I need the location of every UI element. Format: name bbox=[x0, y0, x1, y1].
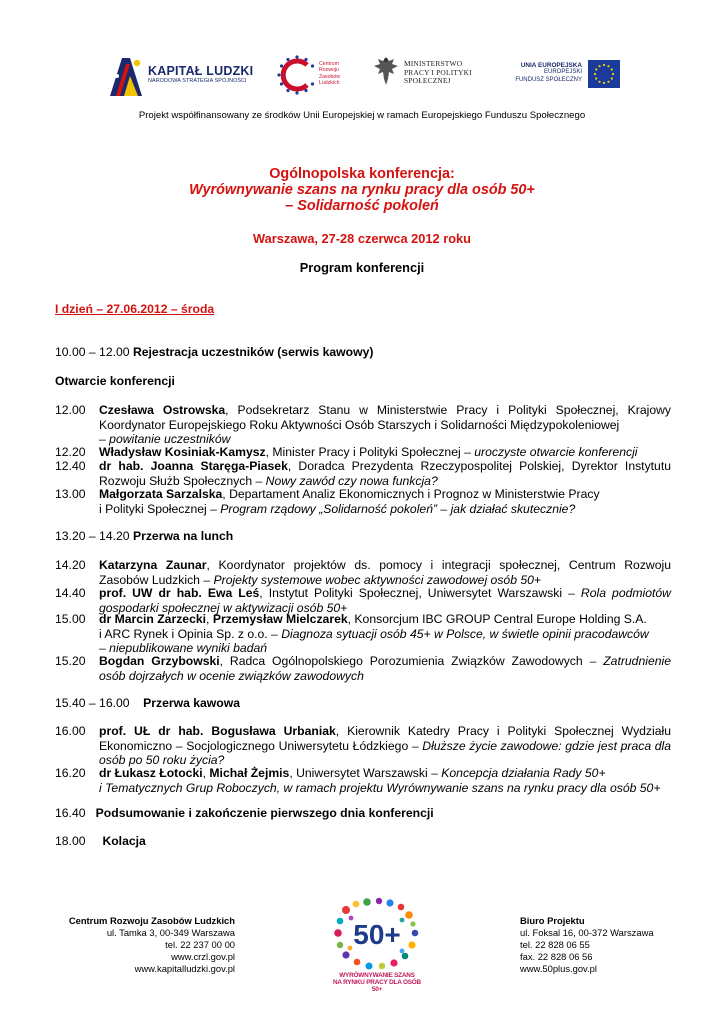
program-item bbox=[55, 459, 671, 488]
project-50plus-logo bbox=[332, 896, 422, 994]
fifty-plus-logo-icon bbox=[332, 896, 422, 972]
item-description: , Instytut Polityki Społecznej, Uniwersytet Warszawski bbox=[259, 586, 563, 600]
lunch-label: Przerwa na lunch bbox=[132, 529, 234, 543]
item-speaker: Bogdan Grzybowski bbox=[99, 654, 220, 668]
program-title: Program konferencji bbox=[299, 260, 425, 275]
summary-label: Podsumowanie i zakończenie pierwszego dnia konferencji bbox=[95, 806, 434, 820]
day-heading: I dzień – 27.06.2012 – środa bbox=[55, 302, 215, 316]
footer-left-address: ul. Tamka 3, 00-349 Warszawa bbox=[106, 927, 235, 938]
dinner-row bbox=[55, 834, 146, 849]
footer-project-office-contact bbox=[520, 915, 680, 975]
program-item bbox=[55, 558, 671, 587]
item-separator: , bbox=[202, 766, 210, 780]
item-speaker: prof. UW dr hab. Ewa Leś bbox=[99, 586, 260, 600]
conference-title-line2: Wyrównywanie szans na rynku pracy dla osób 50+ bbox=[189, 182, 535, 198]
item-topic: – Koncepcja działania Rady 50+ bbox=[427, 766, 606, 780]
crzl-line2: Rozwoju bbox=[319, 67, 339, 74]
item-topic: – powitanie uczestników bbox=[99, 432, 231, 447]
ministry-line2: PRACY I POLITYKI bbox=[404, 67, 472, 77]
program-item bbox=[55, 586, 671, 615]
registration-time: 10.00 – 12.00 bbox=[55, 345, 130, 359]
item-description: , Minister Pracy i Polityki Społecznej bbox=[265, 445, 461, 459]
item-description: , Podsekretarz Stanu w Ministerstwie Pracy i Polityki Społecznej, Krajowy Koordynator Europejskiego Roku Aktywności Osób Starszych i Solidarności Międzypokoleniowej bbox=[99, 403, 671, 432]
crzl-line1: Centrum bbox=[319, 61, 339, 67]
item-time: 12.20 bbox=[55, 445, 86, 459]
item-description: , Konsorcjum IBC GROUP Central Europe Holding S.A. bbox=[347, 612, 647, 626]
registration-row bbox=[55, 345, 373, 360]
item-topic: – uroczyste otwarcie konferencji bbox=[460, 445, 638, 459]
program-item bbox=[55, 612, 671, 656]
crzl-logo bbox=[276, 54, 356, 94]
footer-right-web[interactable]: www.50plus.gov.pl bbox=[520, 963, 597, 974]
coffee-label: Przerwa kawowa bbox=[143, 696, 240, 710]
kapital-ludzki-subtitle: NARODOWA STRATEGIA SPÓJNOŚCI bbox=[148, 78, 247, 84]
item-time: 15.20 bbox=[55, 654, 86, 668]
footer-left-web2[interactable]: www.kapitalludzki.gov.pl bbox=[134, 963, 235, 974]
registration-label: Rejestracja uczestników (serwis kawowy) bbox=[132, 345, 374, 359]
item-time: 15.00 bbox=[55, 612, 86, 626]
kapital-ludzki-logo bbox=[108, 54, 258, 98]
crzl-line4: Ludzkich bbox=[319, 79, 340, 86]
item-topic: – Diagnoza sytuacji osób 45+ w Polsce, w świetle opinii pracodawców bbox=[267, 626, 649, 641]
item-speaker: dr hab. Joanna Staręga-Piasek bbox=[99, 459, 288, 473]
program-item bbox=[55, 724, 671, 768]
item-topic-cont: i Tematycznych Grup Roboczych, w ramach projektu Wyrównywanie szans na rynku pracy dla osób 50+ bbox=[99, 780, 661, 795]
item-topic: – Dłuższe życie zawodowe: gdzie jest praca dla osób po 50 roku życia? bbox=[99, 738, 671, 768]
kapital-ludzki-title: KAPITAŁ LUDZKI bbox=[148, 64, 254, 78]
eagle-emblem-icon bbox=[372, 54, 400, 88]
summary-row bbox=[55, 806, 434, 821]
item-topic: – Rola podmiotów gospodarki społecznej w aktywizacji osób 50+ bbox=[99, 586, 671, 615]
item-speaker: dr Łukasz Łotocki bbox=[99, 766, 203, 780]
item-topic: – Nowy zawód czy nowa funkcja? bbox=[252, 473, 438, 488]
item-speaker: Małgorzata Sarzalska bbox=[99, 487, 223, 501]
footer-right-fax: fax. 22 828 06 56 bbox=[520, 951, 593, 962]
program-item bbox=[55, 403, 671, 447]
item-time: 12.40 bbox=[55, 459, 86, 473]
item-topic: – Program rządowy „Solidarność pokoleń” – jak działać skutecznie? bbox=[206, 501, 576, 516]
footer-left-phone: tel. 22 237 00 00 bbox=[165, 939, 235, 950]
lunch-time: 13.20 – 14.20 bbox=[55, 529, 130, 543]
footer-right-phone: tel. 22 828 06 55 bbox=[520, 939, 590, 950]
item-time: 14.40 bbox=[55, 586, 86, 600]
item-time: 13.00 bbox=[55, 487, 86, 501]
eu-line1: UNIA EUROPEJSKA bbox=[520, 62, 582, 69]
summary-time: 16.40 bbox=[55, 806, 86, 820]
item-topic: – Projekty systemowe wobec aktywności zawodowej osób 50+ bbox=[199, 572, 542, 587]
item-time: 16.00 bbox=[55, 724, 86, 738]
item-time: 16.20 bbox=[55, 766, 86, 780]
crzl-line3: Zasobów bbox=[319, 73, 341, 80]
lunch-row bbox=[55, 529, 233, 544]
fifty-plus-caption2: NA RYNKU PRACY DLA OSÓB 50+ bbox=[333, 979, 421, 994]
item-description: , Departament Analiz Ekonomicznych i Prognoz w Ministerstwie Pracy bbox=[222, 487, 600, 501]
program-item bbox=[55, 445, 671, 460]
item-speaker: Katarzyna Zaunar bbox=[99, 558, 207, 572]
item-description: , Koordynator projektów ds. pomocy i integracji społecznej, Centrum Rozwoju Zasobów Ludzkich bbox=[99, 558, 671, 587]
item-description-cont: i ARC Rynek i Opinia Sp. z o.o. bbox=[99, 626, 268, 641]
eu-line2: EUROPEJSKI bbox=[543, 69, 582, 76]
item-topic-cont: – niepublikowane wyniki badań bbox=[99, 641, 268, 656]
opening-heading: Otwarcie konferencji bbox=[55, 374, 175, 388]
coffee-row bbox=[55, 696, 240, 711]
kapital-ludzki-emblem-icon bbox=[108, 54, 146, 98]
footer-left-web1[interactable]: www.crzl.gov.pl bbox=[171, 951, 235, 962]
ministry-logo bbox=[372, 54, 487, 94]
conference-title-line1: Ogólnopolska konferencja: bbox=[269, 166, 455, 182]
ministry-line3: SPOŁECZNEJ bbox=[404, 76, 451, 86]
item-description: , Radca Ogólnopolskiego Porozumienia Związków Zawodowych bbox=[219, 654, 583, 668]
item-topic: – Zatrudnienie osób dojrzałych w ocenie związków zawodowych bbox=[99, 654, 671, 683]
program-item bbox=[55, 487, 671, 516]
item-speaker: Czesława Ostrowska bbox=[99, 403, 226, 417]
item-speaker: dr Marcin Zarzecki bbox=[99, 612, 207, 626]
ministry-line1: MINISTERSTWO bbox=[404, 59, 463, 68]
coffee-time: 15.40 – 16.00 bbox=[55, 696, 130, 710]
item-description-cont: i Polityki Społecznej bbox=[99, 501, 207, 516]
item-description: , Kierownik Katedry Pracy i Polityki Społecznej Wydziału Ekonomiczno – Socjologicznego Uniwersytetu Łódzkiego bbox=[99, 724, 672, 753]
program-item bbox=[55, 654, 671, 683]
footer-crzl-contact bbox=[55, 915, 235, 975]
footer-left-name: Centrum Rozwoju Zasobów Ludzkich bbox=[68, 915, 235, 926]
conference-title-line3: – Solidarność pokoleń bbox=[285, 198, 439, 214]
item-separator: , bbox=[206, 612, 213, 626]
program-item bbox=[55, 766, 671, 795]
crzl-emblem-icon bbox=[276, 54, 318, 96]
item-time: 14.20 bbox=[55, 558, 86, 572]
eu-flag-icon bbox=[588, 60, 620, 88]
item-speaker-2: Michał Żejmis bbox=[209, 766, 290, 780]
item-speaker: Władysław Kosiniak-Kamysz bbox=[99, 445, 266, 459]
cofinancing-note: Projekt współfinansowany ze środków Unii Europejskiej w ramach Europejskiego Funduszu Społecznego bbox=[138, 110, 586, 121]
dinner-time: 18.00 bbox=[55, 834, 86, 848]
fifty-plus-caption1: WYRÓWNYWANIE SZANS bbox=[339, 972, 415, 979]
conference-date: Warszawa, 27-28 czerwca 2012 roku bbox=[253, 231, 471, 246]
logo-bar bbox=[0, 46, 724, 106]
item-description: , Uniwersytet Warszawski bbox=[289, 766, 428, 780]
item-speaker: prof. UŁ dr hab. Bogusława Urbaniak bbox=[99, 724, 336, 738]
item-time: 12.00 bbox=[55, 403, 86, 417]
item-description: , Doradca Prezydenta Rzeczypospolitej Polskiej, Dyrektor Instytutu Rozwoju Służb Społecznych bbox=[99, 459, 671, 488]
item-speaker-2: Przemysław Mielczarek bbox=[212, 612, 348, 626]
fifty-plus-number: 50+ bbox=[353, 919, 401, 950]
eu-logo bbox=[508, 60, 620, 92]
eu-line3: FUNDUSZ SPOŁECZNY bbox=[515, 76, 582, 83]
footer-right-name: Biuro Projektu bbox=[520, 915, 585, 926]
dinner-label: Kolacja bbox=[102, 834, 146, 848]
footer-right-address: ul. Foksal 16, 00-372 Warszawa bbox=[520, 927, 654, 938]
